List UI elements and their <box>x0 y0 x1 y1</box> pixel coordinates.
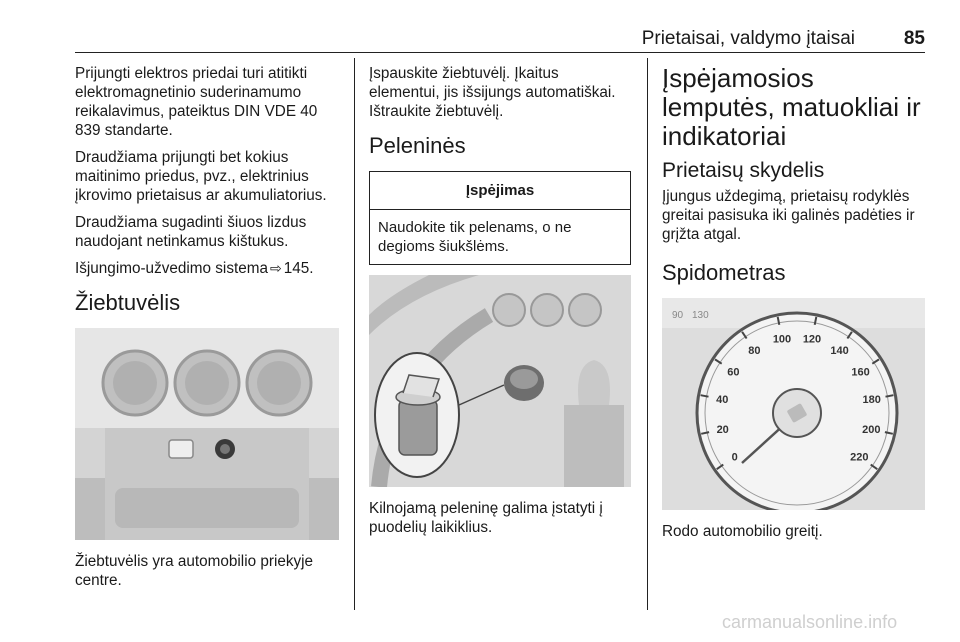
paragraph: Draudžiama prijungti bet kokius maitinimo priedus, pvz., elektrinius įkrovimo prietaisus ar akumuliatorius. <box>75 149 327 204</box>
page-reference[interactable]: 145. <box>283 260 314 277</box>
speedometer-illustration <box>662 298 925 510</box>
speed-tick-label: 40 <box>716 394 729 407</box>
section-heading: Spidometras <box>662 260 786 285</box>
paragraph-text: Išjungimo-užvedimo sistema <box>75 260 268 277</box>
paragraph-with-ref <box>75 259 340 278</box>
speed-tick-label: 220 <box>850 451 869 464</box>
column-2 <box>369 64 631 545</box>
speed-tick-label: 160 <box>851 366 870 379</box>
speed-tick-label: 80 <box>748 345 761 358</box>
speed-tick-label: 200 <box>862 424 881 437</box>
main-heading: Įspėjamosios lemputės, matuokliai ir indikatoriai <box>662 63 921 151</box>
image-caption: Žiebtuvėlis yra automobilio priekyje centre. <box>75 553 314 589</box>
top-label-130: 130 <box>692 310 709 321</box>
lighter-illustration <box>75 328 339 540</box>
column-divider <box>354 58 355 610</box>
subsection-heading: Prietaisų skydelis <box>662 159 825 182</box>
paragraph: Draudžiama sugadinti šiuos lizdus naudojant netinkamus kištukus. <box>75 214 307 250</box>
speed-tick-label: 20 <box>716 424 729 437</box>
ashtray-image <box>369 275 631 487</box>
speed-tick-label: 180 <box>862 394 881 407</box>
reference-arrow-icon: ⇨ <box>269 260 282 276</box>
header-title: Prietaisai, valdymo įtaisai <box>641 28 855 49</box>
image-caption: Rodo automobilio greitį. <box>662 523 823 540</box>
page-number: 85 <box>903 28 925 49</box>
warning-title: Įspėjimas <box>370 172 630 210</box>
cigarette-lighter-image <box>75 328 339 540</box>
top-label-90: 90 <box>672 310 684 321</box>
warning-box <box>369 171 631 265</box>
column-3 <box>662 64 927 549</box>
speed-tick-label: 100 <box>772 333 792 346</box>
column-1 <box>75 64 340 598</box>
paragraph: Prijungti elektros priedai turi atitikti elektromagnetinio suderinamumo reikalavimus, pateiktus DIN VDE 40 839 standarte. <box>75 65 318 139</box>
speed-tick-label: 120 <box>802 333 822 346</box>
section-heading: Peleninės <box>369 133 466 158</box>
column-divider <box>647 58 648 610</box>
speed-tick-label: 140 <box>830 345 849 358</box>
paragraph: Įspauskite žiebtuvėlį. Įkaitus elementui, jis išsijungs automatiškai. Ištraukite žiebtuvėlį. <box>369 65 616 120</box>
image-caption: Kilnojamą peleninę galima įstatyti į puodelių laikiklius. <box>369 500 603 536</box>
paragraph: Įjungus uždegimą, prietaisų rodyklės greitai pasisuka iki galinės padėties ir grįžta atgal. <box>662 188 915 243</box>
warning-text: Naudokite tik pelenams, o ne degioms šiukšlėms. <box>378 219 572 255</box>
speed-tick-label: 60 <box>727 366 740 379</box>
speedometer-image <box>662 298 925 510</box>
speed-tick-label: 0 <box>731 451 738 464</box>
watermark: carmanualsonline.info <box>722 612 898 632</box>
section-heading: Žiebtuvėlis <box>75 290 181 315</box>
ashtray-illustration <box>369 275 631 487</box>
page-header <box>75 22 925 53</box>
